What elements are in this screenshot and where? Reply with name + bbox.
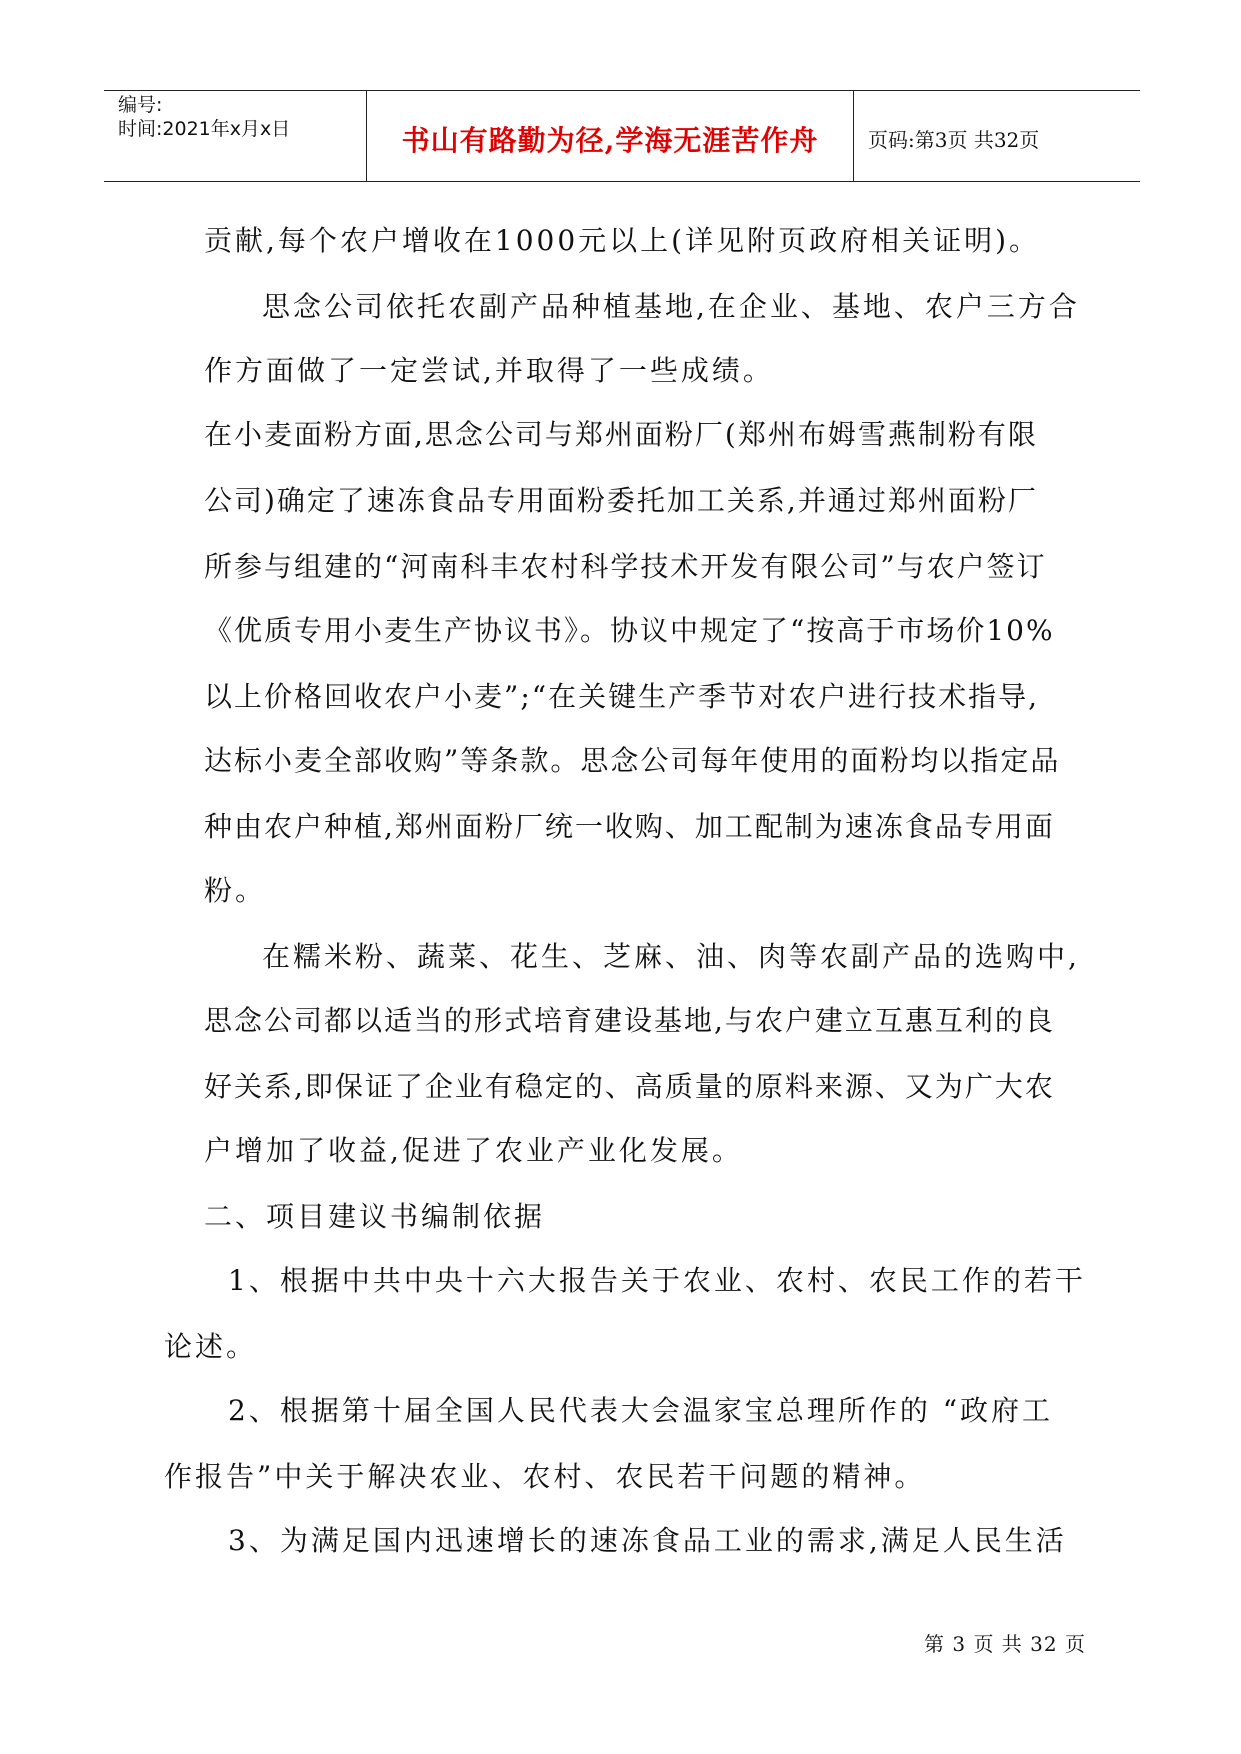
header-info-cell — [104, 91, 366, 181]
body-line: 户增加了收益,促进了农业产业化发展。 — [204, 1134, 743, 1167]
body-line: 贡献,每个农户增收在1000元以上(详见附页政府相关证明)。 — [204, 224, 1041, 257]
body-line: 公司)确定了速冻食品专用面粉委托加工关系,并通过郑州面粉厂 — [204, 484, 1038, 517]
body-line: 论述。 — [164, 1330, 258, 1363]
header-page-cell — [854, 91, 1140, 181]
section-heading: 二、项目建议书编制依据 — [204, 1200, 546, 1233]
header-motto-cell — [366, 91, 854, 181]
body-line: 种由农户种植,郑州面粉厂统一收购、加工配制为速冻食品专用面 — [204, 810, 1055, 843]
page-footer: 第 3 页 共 32 页 — [924, 1632, 1086, 1656]
body-line: 思念公司都以适当的形式培育建设基地,与农户建立互惠互利的良 — [204, 1004, 1055, 1037]
body-line: 达标小麦全部收购”等条款。思念公司每年使用的面粉均以指定品 — [204, 744, 1061, 777]
body-line: 2、根据第十届全国人民代表大会温家宝总理所作的 “政府工 — [228, 1394, 1054, 1427]
document-number-label: 编号: — [118, 94, 163, 116]
header-page-code: 页码:第3页 共32页 — [868, 128, 1040, 152]
body-line: 《优质专用小麦生产协议书》。协议中规定了“按高于市场价10% — [204, 614, 1055, 647]
body-line: 以上价格回收农户小麦”;“在关键生产季节对农户进行技术指导, — [204, 680, 1039, 713]
document-header — [104, 90, 1140, 182]
body-line: 好关系,即保证了企业有稳定的、高质量的原料来源、又为广大农 — [204, 1070, 1055, 1103]
body-line: 1、根据中共中央十六大报告关于农业、农村、农民工作的若干 — [228, 1264, 1086, 1297]
body-line: 3、为满足国内迅速增长的速冻食品工业的需求,满足人民生活 — [228, 1524, 1067, 1557]
body-line: 在糯米粉、蔬菜、花生、芝麻、油、肉等农副产品的选购中, — [262, 940, 1080, 973]
body-line: 作方面做了一定尝试,并取得了一些成绩。 — [204, 354, 774, 387]
document-time-label: 时间:2021年x月x日 — [118, 118, 291, 140]
body-line: 作报告”中关于解决农业、农村、农民若干问题的精神。 — [164, 1460, 926, 1493]
body-line: 思念公司依托农副产品种植基地,在企业、基地、农户三方合 — [262, 290, 1080, 323]
body-line: 在小麦面粉方面,思念公司与郑州面粉厂(郑州布姆雪燕制粉有限 — [204, 418, 1038, 451]
body-line: 粉。 — [204, 874, 267, 907]
header-motto: 书山有路勤为径,学海无涯苦作舟 — [401, 124, 819, 157]
body-line: 所参与组建的“河南科丰农村科学技术开发有限公司”与农户签订 — [204, 550, 1047, 583]
